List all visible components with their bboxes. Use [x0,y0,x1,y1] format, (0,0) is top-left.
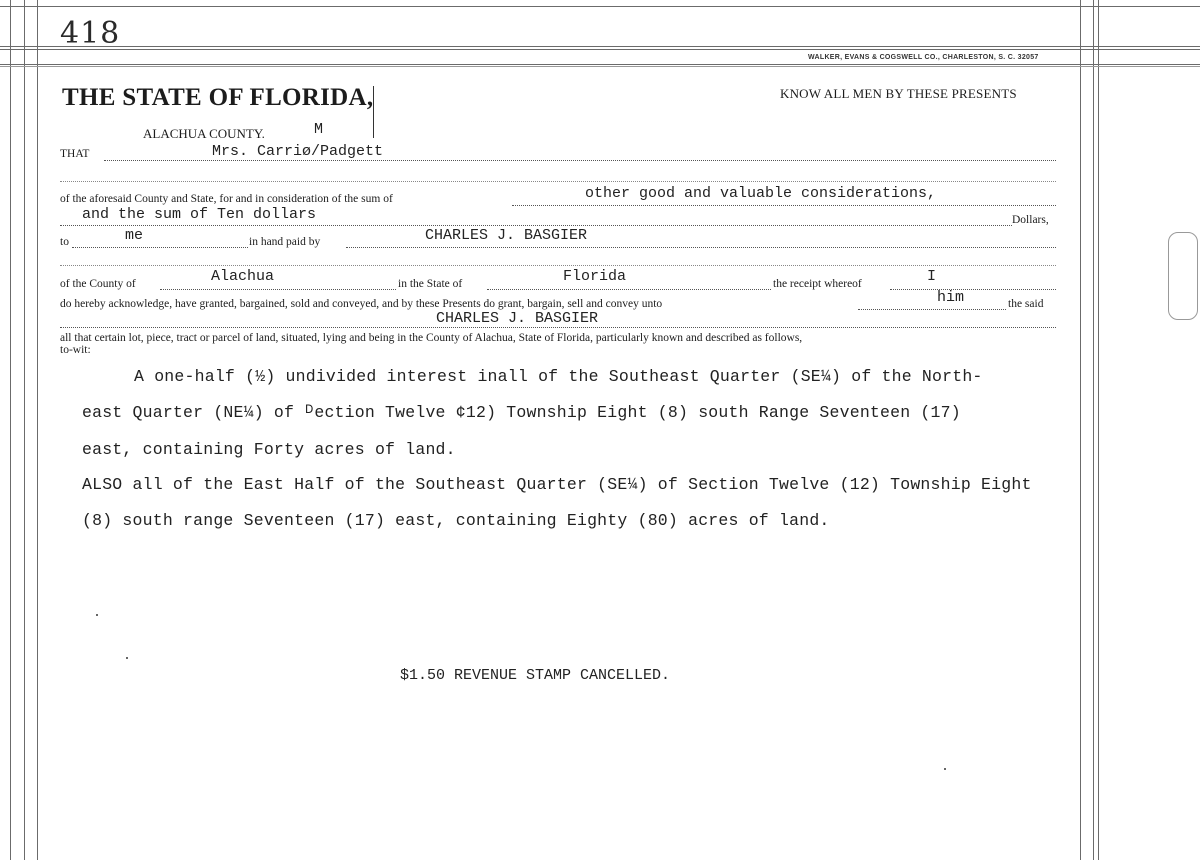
county-of-line [160,289,396,290]
description-line-5: (8) south range Seventeen (17) east, containing Eighty (80) acres of land. [82,511,830,530]
header-rule-3 [0,64,1200,65]
paid-by-line [346,247,1056,248]
top-rule [0,6,1200,7]
dollars-label: Dollars, [1012,214,1049,226]
revenue-stamp-note: $1.50 REVENUE STAMP CANCELLED. [400,667,671,684]
consideration-label: of the aforesaid County and State, for and in consideration of the sum of [60,193,393,205]
receipt-value: I [927,268,937,285]
consideration-value-1: other good and valuable considerations, [585,185,937,202]
left-margin-rule-inner-2 [37,0,38,860]
right-margin-rule [1080,0,1081,860]
receipt-line [890,289,1056,290]
the-said-label: the said [1008,298,1044,310]
consideration-line [512,205,1056,206]
description-line-2: east Quarter (NE¼) of ᴰection Twelve ¢12) Township Eight (8) south Range Seventeen (17) [82,403,961,422]
county-mark: M [314,121,324,138]
acknowledge-text: do hereby acknowledge, have granted, bargained, sold and conveyed, and by these Presents do grant, bargain, sell and convey unto [60,298,663,310]
county-of-label: of the County of [60,278,136,290]
all-that-text: all that certain lot, piece, tract or parcel of land, situated, lying and being in the County of Alachua, State of Florida, particularly known and described as follows, [60,332,803,344]
receipt-label: the receipt whereof [773,278,862,290]
that-label: THAT [60,148,90,160]
to-value: me [125,227,144,244]
grantor-name: Mrs. Carriø/Padgett [212,143,384,160]
to-wit-label: to-wit: [60,344,91,356]
binding-clip [1168,232,1198,320]
consideration-value-2: and the sum of Ten dollars [82,206,317,223]
grantor-line [104,160,1056,161]
header-rule-4 [0,66,1200,67]
left-margin-rule-inner [24,0,25,860]
right-margin-rule-3 [1098,0,1099,860]
page-number: 418 [60,16,121,51]
to-line [72,247,248,248]
description-line-3: east, containing Forty acres of land. [82,440,456,459]
speck-3 [944,768,946,770]
state-of-value: Florida [563,268,627,285]
description-line-4: ALSO all of the East Half of the Southeast Quarter (SE¼) of Section Twelve (12) Township Eight [82,475,1032,494]
blank-rule-2 [60,265,1056,266]
state-of-line [487,289,771,290]
hand-paid-label: in hand paid by [249,236,321,248]
to-label: to [60,236,69,248]
consideration-line-2 [60,225,1012,226]
know-all-men-heading: KNOW ALL MEN BY THESE PRESENTS [780,86,1017,101]
county-of-value: Alachua [211,268,275,285]
county-name: ALACHUA COUNTY. [143,126,265,141]
unto-line [858,309,1006,310]
right-margin-rule-2 [1093,0,1094,860]
state-title: THE STATE OF FLORIDA, [62,84,374,111]
description-line-1: A one-half (½) undivided interest inall of the Southeast Quarter (SE¼) of the North- [134,367,983,386]
header-rule-2 [0,49,1200,50]
header-brace [373,86,374,138]
header-rule-1 [0,46,1200,47]
speck-1 [96,614,98,616]
unto-value: him [937,289,965,306]
left-margin-rule [10,0,11,860]
printer-imprint: WALKER, EVANS & COGSWELL CO., CHARLESTON, S. C. 32057 [808,54,1039,61]
paid-by-value: CHARLES J. BASGIER [425,227,588,244]
grantee-line [60,327,1056,328]
speck-2 [126,657,128,659]
blank-rule-1 [60,181,1056,182]
state-of-label: in the State of [398,278,463,290]
grantee-name: CHARLES J. BASGIER [436,310,599,327]
